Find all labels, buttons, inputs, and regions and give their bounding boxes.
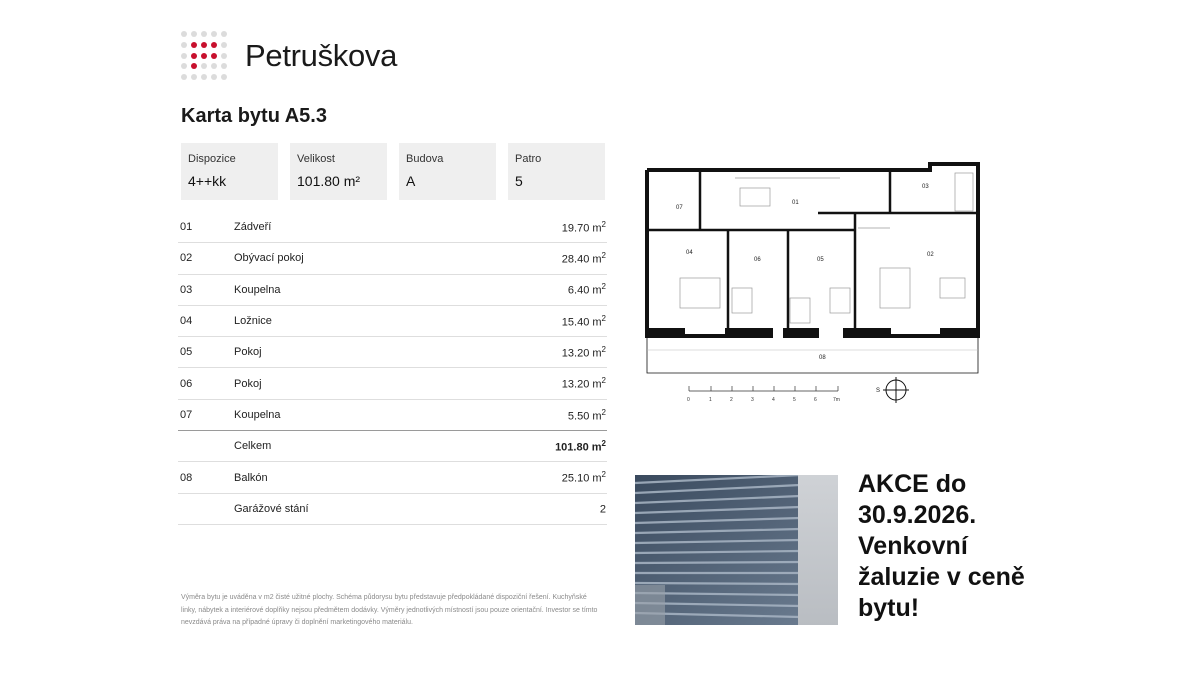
- room-area: 13.20 $m^2$: [561, 376, 606, 391]
- north-arrow-icon: [883, 377, 909, 403]
- scale-label: 2: [730, 397, 733, 403]
- room-name: Zádveří: [234, 221, 272, 234]
- promo-line: AKCE do: [858, 470, 967, 498]
- plan-label-04: 04: [686, 250, 693, 256]
- room-area: 13.20 $m^2$: [561, 345, 606, 360]
- room-area: 6.40 $m^2$: [567, 282, 606, 298]
- room-number: 04: [180, 315, 193, 328]
- summary-box-patro: [508, 143, 605, 200]
- plan-label-03: 03: [922, 184, 929, 190]
- table-row: [178, 368, 607, 399]
- scale-label: 7m: [833, 397, 840, 403]
- scale-label: 1: [709, 397, 712, 403]
- room-area: 5.50 $m^2$: [567, 407, 606, 423]
- room-name: Obývací pokoj: [234, 252, 304, 265]
- room-number: 05: [180, 346, 193, 359]
- scale-label: 5: [793, 397, 796, 403]
- page-title: Karta bytu A5.3: [181, 105, 327, 127]
- table-row: [178, 400, 607, 431]
- plan-label-08: 08: [819, 355, 826, 361]
- plan-label-05: 05: [817, 257, 824, 263]
- total-label: Celkem: [234, 440, 272, 453]
- promo-line: Venkovní: [858, 532, 968, 560]
- room-name: Pokoj: [234, 377, 262, 390]
- disclaimer-text: Výměra bytu je uváděna v m2 čisté užitné plochy. Schéma půdorysu bytu představuje předpokládané dispoziční řešení. Kuchyňské linky, nábytek a interiérové doplňky nejsou předmětem dodávky. Výměry jednotlivých místností jsou pouze orientační. Investor se tímto nevzdává práva na případné úpravy či doplnění marketingového materiálu.: [181, 594, 598, 626]
- plan-label-01: 01: [792, 200, 799, 206]
- scale-label: 3: [751, 397, 754, 403]
- promo-text: [858, 469, 1058, 624]
- table-row: [178, 275, 607, 306]
- plan-label-07: 07: [676, 205, 683, 211]
- dot-grid-logo-icon: [181, 31, 231, 81]
- summary-value: 4++kk: [188, 173, 227, 189]
- summary-box-budova: [399, 143, 496, 200]
- brand-name: Petruškova: [245, 38, 398, 73]
- room-name: Balkón: [234, 471, 268, 484]
- summary-label: Dispozice: [188, 153, 236, 165]
- floor-plan: [640, 158, 985, 408]
- total-row: [178, 431, 607, 462]
- summary-label: Velikost: [297, 153, 335, 165]
- brand-logo: [181, 31, 397, 81]
- room-name: Ložnice: [234, 315, 272, 328]
- summary-value: A: [406, 173, 416, 189]
- plan-label-02: 02: [927, 252, 934, 258]
- room-name: Pokoj: [234, 346, 262, 359]
- summary-box-velikost: [290, 143, 387, 200]
- table-row: [178, 243, 607, 274]
- total-area: 101.80 $m^2$: [555, 438, 606, 454]
- promo-line: 30.9.2026.: [858, 501, 977, 529]
- promo-line: bytu!: [858, 594, 920, 622]
- room-area: 28.40 $m^2$: [561, 251, 606, 266]
- exterior-blinds-photo: [635, 475, 838, 625]
- table-row: [178, 306, 607, 337]
- table-row: [178, 494, 607, 525]
- summary-label: Patro: [515, 153, 542, 165]
- room-number: 08: [180, 471, 193, 484]
- table-row: [178, 212, 607, 243]
- room-number: 01: [180, 221, 193, 234]
- summary-value: 101.80 m²: [297, 173, 361, 189]
- table-row: [178, 337, 607, 368]
- room-name: Koupelna: [234, 283, 281, 296]
- room-number: 07: [180, 408, 193, 421]
- room-number: 02: [180, 252, 193, 265]
- room-area: 2: [599, 504, 606, 517]
- summary-boxes: [181, 143, 605, 200]
- scale-label: 6: [814, 397, 817, 403]
- room-number: 03: [180, 283, 193, 296]
- summary-label: Budova: [406, 153, 444, 165]
- scale-label: 4: [772, 397, 775, 403]
- room-area: 19.70 $m^2$: [561, 219, 606, 235]
- plan-label-06: 06: [754, 257, 761, 263]
- room-table: [178, 212, 607, 525]
- table-row: [178, 462, 607, 493]
- room-name: Garážové stání: [234, 502, 309, 515]
- room-name: Koupelna: [234, 408, 281, 421]
- scale-label: 0: [687, 397, 690, 403]
- room-area: 15.40 $m^2$: [561, 313, 606, 329]
- promo-line: žaluzie v ceně: [858, 563, 1025, 591]
- room-area: 25.10 $m^2$: [561, 470, 606, 485]
- room-number: 06: [180, 377, 193, 390]
- north-label: S: [876, 388, 881, 394]
- summary-value: 5: [515, 173, 523, 189]
- summary-box-dispozice: [181, 143, 278, 200]
